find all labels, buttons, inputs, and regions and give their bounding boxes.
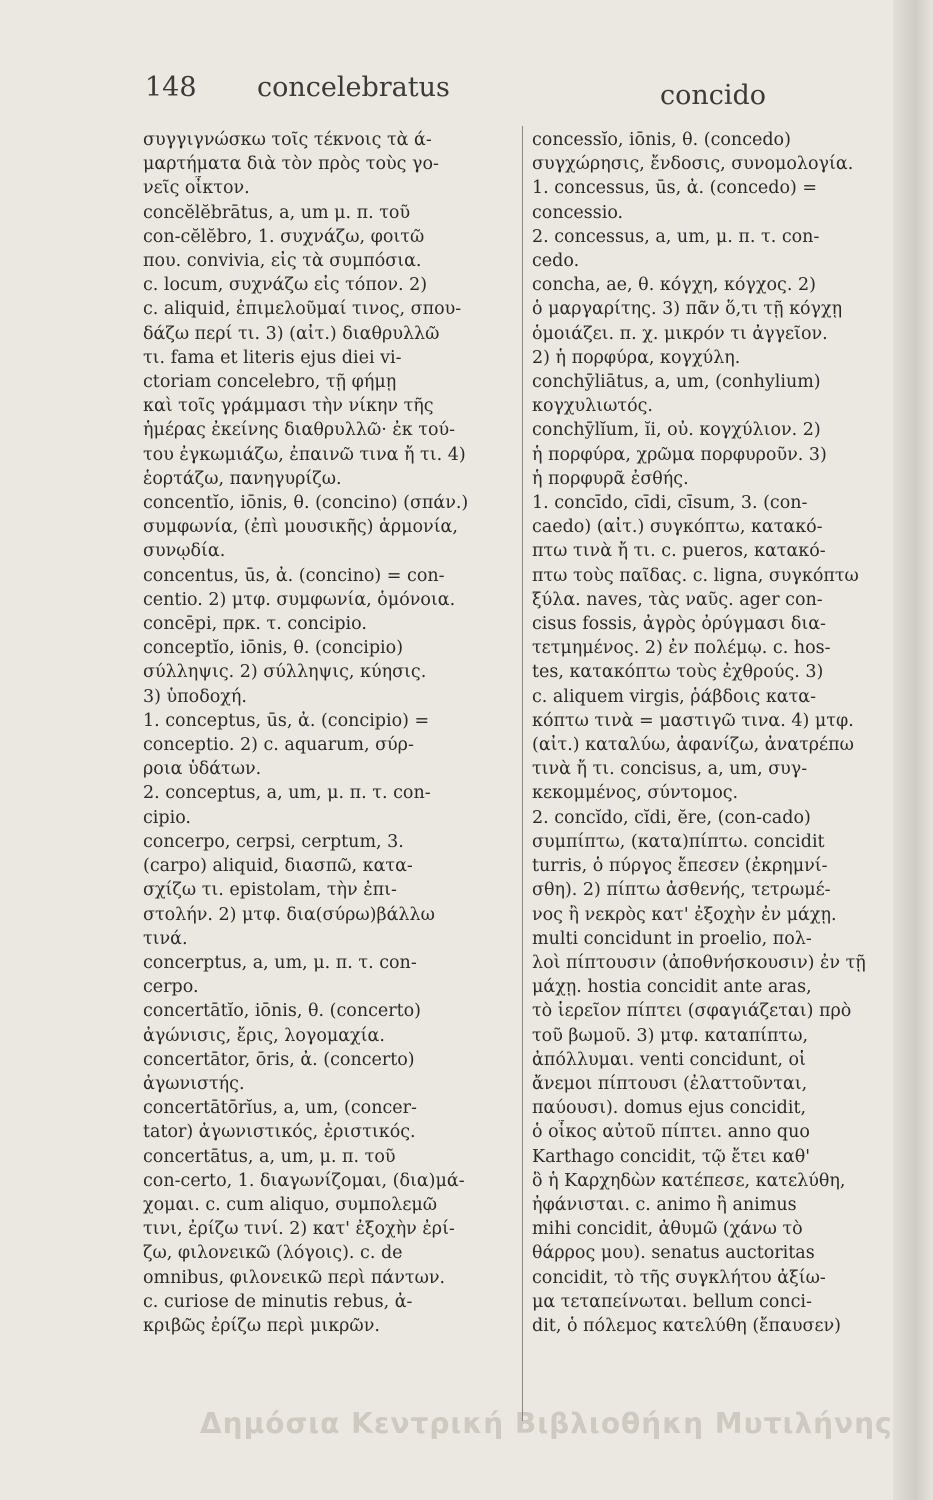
- text-line: ὃ ἡ Καρχηδὼν κατέπεσε, κατελύθη,: [532, 1170, 846, 1191]
- text-line: c. aliquem virgis, ῥάβδοις κατα-: [532, 686, 816, 707]
- text-line: concerptus, a, um, μ. π. τ. con-: [143, 952, 417, 973]
- text-line: Karthago concidit, τῷ ἔτει καθ': [532, 1146, 811, 1167]
- text-line: κριβῶς ἐρίζω περὶ μικρῶν.: [143, 1315, 380, 1336]
- text-line: ζω, φιλονεικῶ (λόγοις). c. de: [143, 1243, 403, 1264]
- book-spine: [893, 0, 933, 1500]
- text-line: ἀγωνιστής.: [143, 1073, 245, 1094]
- text-line: concha, ae, θ. κόγχη, κόγχος. 2): [532, 275, 816, 296]
- text-line: ἠφάνισται. c. animo ἢ animus: [532, 1194, 797, 1215]
- text-line: ἡ πορφυρᾶ ἐσθής.: [532, 468, 689, 489]
- text-line: conceptĭo, iōnis, θ. (concipio): [143, 638, 404, 659]
- text-line: tes, κατακόπτω τοὺς ἐχθρούς. 3): [532, 662, 824, 683]
- text-line: κόπτω τινὰ = μαστιγῶ τινα. 4) μτφ.: [532, 710, 854, 731]
- text-line: χομαι. c. cum aliquo, συμπολεμῶ: [143, 1194, 438, 1215]
- text-line: concĕlĕbrātus, a, um μ. π. τοῦ: [143, 202, 411, 223]
- text-line: συμφωνία, (ἐπὶ μουσικῆς) ἁρμονία,: [143, 517, 458, 538]
- text-line: δάζω περί τι. 3) (αἰτ.) διαθρυλλῶ: [143, 323, 440, 344]
- text-line: concertātus, a, um, μ. π. τοῦ: [143, 1146, 396, 1167]
- text-line: τινὰ ἤ τι. concisus, a, um, συγ-: [532, 759, 808, 780]
- text-line: 2) ἡ πορφύρα, κογχύλη.: [532, 347, 741, 368]
- right-column: [532, 128, 892, 1428]
- text-line: σθη). 2) πίπτω ἀσθενής, τετρωμέ-: [532, 880, 831, 901]
- text-line: 1. concessus, ūs, ἀ. (concedo) =: [532, 178, 818, 199]
- text-line: centio. 2) μτφ. συμφωνία, ὁμόνοια.: [143, 589, 456, 610]
- text-line: caedo) (αἰτ.) συγκόπτω, κατακό-: [532, 517, 823, 538]
- text-line: c. locum, συχνάζω εἰς τόπον. 2): [143, 275, 428, 296]
- text-line: tator) ἀγωνιστικός, ἐριστικός.: [143, 1122, 416, 1143]
- text-line: 2. concĭdo, cĭdi, ĕre, (con-cado): [532, 807, 811, 828]
- text-line: τὸ ἱερεῖον πίπτει (σφαγιάζεται) πρὸ: [532, 1001, 852, 1022]
- library-watermark: Δημόσια Κεντρική Βιβλιοθήκη Μυτιλήνης: [200, 1407, 893, 1440]
- text-line: ὁμοιάζει. π. χ. μικρόν τι ἀγγεῖον.: [532, 323, 828, 344]
- text-line: ctoriam concelebro, τῇ φήμῃ: [143, 372, 397, 393]
- text-line: ξύλα. naves, τὰς ναῦς. ager con-: [532, 589, 823, 610]
- text-line: omnibus, φιλονεικῶ περὶ πάντων.: [143, 1267, 446, 1288]
- text-line: concēpi, πρκ. τ. concipio.: [143, 614, 367, 635]
- text-line: τινι, ἐρίζω τινί. 2) κατ' ἐξοχὴν ἐρί-: [143, 1219, 455, 1240]
- text-line: concidit, τὸ τῆς συγκλήτου ἀξίω-: [532, 1267, 826, 1288]
- text-line: τινά.: [143, 928, 188, 949]
- text-line: 1. conceptus, ūs, ἀ. (concipio) =: [143, 710, 430, 731]
- text-line: τι. fama et literis ejus diei vi-: [143, 347, 402, 368]
- text-line: τετμημένος. 2) ἐν πολέμῳ. c. hos-: [532, 638, 831, 659]
- text-line: σύλληψις. 2) σύλληψις, κύησις.: [143, 662, 427, 683]
- text-line: ἀγώνισις, ἔρις, λογομαχία.: [143, 1025, 385, 1046]
- text-line: ἀπόλλυμαι. venti concidunt, οἱ: [532, 1049, 806, 1070]
- text-line: dit, ὁ πόλεμος κατελύθη (ἔπαυσεν): [532, 1315, 841, 1336]
- text-line: concerpo, cerpsi, cerptum, 3.: [143, 831, 404, 852]
- text-line: mihi concidit, ἀθυμῶ (χάνω τὸ: [532, 1219, 803, 1240]
- text-line: ὁ μαργαρίτης. 3) πᾶν ὅ,τι τῇ κόγχῃ: [532, 299, 843, 320]
- text-line: cisus fossis, ἀγρὸς ὀρύγμασι δια-: [532, 614, 826, 635]
- text-line: κογχυλιωτός.: [532, 396, 653, 417]
- text-line: ροια ὑδάτων.: [143, 759, 262, 780]
- text-line: (carpo) aliquid, διασπῶ, κατα-: [143, 856, 413, 877]
- left-column: [143, 128, 515, 1428]
- text-line: cipio.: [143, 807, 191, 828]
- text-line: πτω τινὰ ἤ τι. c. pueros, κατακό-: [532, 541, 826, 562]
- text-line: πτω τοὺς παῖδας. c. ligna, συγκόπτω: [532, 565, 859, 586]
- text-line: 3) ὑποδοχή.: [143, 686, 247, 707]
- text-line: ἡ πορφύρα, χρῶμα πορφυροῦν. 3): [532, 444, 827, 465]
- page-number: 148: [145, 72, 197, 103]
- text-line: multi concidunt in proelio, πολ-: [532, 928, 812, 949]
- text-line: concertātōrĭus, a, um, (concer-: [143, 1098, 417, 1119]
- text-line: concertātĭo, iōnis, θ. (concerto): [143, 1001, 422, 1022]
- text-line: concentĭo, iōnis, θ. (concino) (σπάν.): [143, 493, 469, 514]
- text-line: μάχῃ. hostia concidit ante aras,: [532, 977, 812, 998]
- text-line: concertātor, ōris, ἀ. (concerto): [143, 1049, 415, 1070]
- text-line: στολήν. 2) μτφ. δια(σύρω)βάλλω: [143, 904, 435, 925]
- text-line: cerpo.: [143, 977, 199, 998]
- text-line: θάρρος μου). senatus auctoritas: [532, 1243, 815, 1264]
- text-line: con-certo, 1. διαγωνίζομαι, (δια)μά-: [143, 1170, 465, 1191]
- page-header: [145, 72, 773, 112]
- text-line: con-cĕlĕbro, 1. συχνάζω, φοιτῶ: [143, 226, 425, 247]
- text-line: c. curiose de minutis rebus, ἀ-: [143, 1291, 413, 1312]
- text-line: ἄνεμοι πίπτουσι (ἐλαττοῦνται,: [532, 1073, 808, 1094]
- text-line: concessio.: [532, 202, 624, 223]
- text-line: του ἐγκωμιάζω, ἐπαινῶ τινα ἤ τι. 4): [143, 444, 466, 465]
- text-line: turris, ὁ πύργος ἔπεσεν (ἐκρημνί-: [532, 856, 828, 877]
- text-line: κεκομμένος, σύντομος.: [532, 783, 739, 804]
- text-line: conchȳlĭum, ĭi, οὐ. κογχύλιον. 2): [532, 420, 821, 441]
- text-line: cedo.: [532, 251, 580, 272]
- text-line: συγχώρησις, ἔνδοσις, συνομολογία.: [532, 154, 854, 175]
- text-line: (αἰτ.) καταλύω, ἀφανίζω, ἀνατρέπω: [532, 735, 854, 756]
- text-line: 2. concessus, a, um, μ. π. τ. con-: [532, 226, 820, 247]
- text-line: 2. conceptus, a, um, μ. π. τ. con-: [143, 783, 431, 804]
- text-line: νος ἢ νεκρὸς κατ' ἐξοχὴν ἐν μάχῃ.: [532, 904, 837, 925]
- text-line: λοὶ πίπτουσιν (ἀποθνήσκουσιν) ἐν τῇ: [532, 952, 866, 973]
- text-line: conceptio. 2) c. aquarum, σύρ-: [143, 735, 414, 756]
- text-line: μαρτήματα διὰ τὸν πρὸς τοὺς γο-: [143, 154, 439, 175]
- text-line: ἡμέρας ἐκείνης διαθρυλλῶ· ἐκ τού-: [143, 420, 456, 441]
- text-line: παύουσι). domus ejus concidit,: [532, 1098, 807, 1119]
- text-line: μα τεταπείνωται. bellum conci-: [532, 1291, 812, 1312]
- text-line: που. convivia, εἰς τὰ συμπόσια.: [143, 251, 422, 272]
- text-line: συμπίπτω, (κατα)πίπτω. concidit: [532, 831, 825, 852]
- left-running-head: concelebratus: [257, 72, 450, 103]
- column-divider: [522, 126, 523, 1421]
- text-line: 1. concīdo, cīdi, cīsum, 3. (con-: [532, 493, 808, 514]
- text-line: σχίζω τι. epistolam, τὴν ἐπι-: [143, 880, 397, 901]
- text-line: conchȳliātus, a, um, (conhylium): [532, 372, 821, 393]
- text-line: c. aliquid, ἐπιμελοῦμαί τινος, σπου-: [143, 299, 462, 320]
- text-line: concessĭo, iōnis, θ. (concedo): [532, 130, 791, 150]
- text-line: νεῖς οἶκτον.: [143, 178, 250, 199]
- text-line: συνῳδία.: [143, 541, 226, 562]
- text-line: καὶ τοῖς γράμμασι τὴν νίκην τῆς: [143, 396, 434, 417]
- text-line: τοῦ βωμοῦ. 3) μτφ. καταπίπτω,: [532, 1025, 809, 1046]
- right-running-head: concido: [660, 80, 767, 111]
- text-line: ὁ οἶκος αὐτοῦ πίπτει. anno quo: [532, 1122, 810, 1143]
- text-line: συγγιγνώσκω τοῖς τέκνοις τὰ ά-: [143, 130, 432, 150]
- text-line: concentus, ūs, ἀ. (concino) = con-: [143, 565, 445, 586]
- text-line: ἑορτάζω, πανηγυρίζω.: [143, 468, 342, 489]
